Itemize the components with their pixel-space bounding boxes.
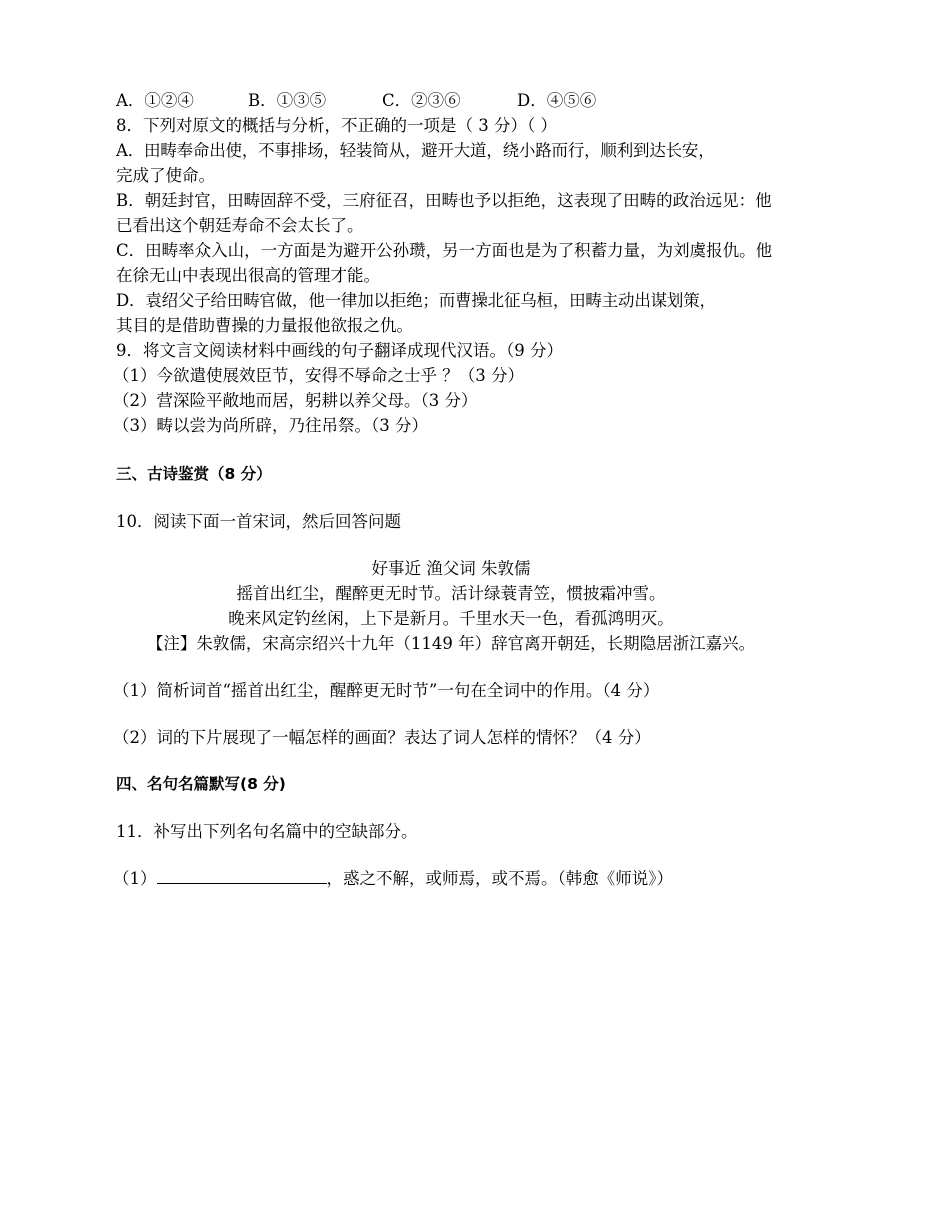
q11-sentence-1 <box>113 866 786 891</box>
q7-options <box>116 88 786 113</box>
q11-sentence-1-number: （1） <box>113 869 157 888</box>
q11-sentence-1-text: ，惑之不解，或师焉，或不焉。（韩愈《师说》） <box>326 869 673 888</box>
q10-sub-2: （2）词的下片展现了一幅怎样的画面？表达了词人怎样的情怀？（4 分） <box>113 728 651 747</box>
exam-page <box>113 88 786 891</box>
q8-option-b: B．朝廷封官，田畴固辞不受，三府征召，田畴也予以拒绝，这表现了田畴的政治远见：他已看出这个朝廷寿命不会太长了。 <box>116 191 772 235</box>
poem-line-2: 晚来风定钓丝闲，上下是新月。千里水天一色，看孤鸿明灭。 <box>228 609 674 628</box>
q8-option-d-line1: D．袁绍父子给田畴官做，他一律加以拒绝；而曹操北征乌桓，田畴主动出谋划策， <box>116 291 716 310</box>
section-3-heading: 三、古诗鉴赏（8 分） <box>116 465 272 483</box>
q8-option-a-line1: A．田畴奉命出使，不事排场，轻装简从，避开大道，绕小路而行，顺利到达长安， <box>116 141 715 160</box>
section-4-heading: 四、名句名篇默写(8 分) <box>116 775 286 793</box>
poem-note: 【注】朱敦儒，宋高宗绍兴十九年（1149 年）辞官离开朝廷，长期隐居浙江嘉兴。 <box>146 634 756 653</box>
q9-sentence-2: （2）营深险平敞地而居，躬耕以养父母。（3 分） <box>113 391 478 410</box>
q8-option-c: C．田畴率众入山，一方面是为避开公孙瓒，另一方面也是为了积蓄力量，为刘虞报仇。他在徐无山中表现出很高的管理才能。 <box>116 241 773 285</box>
q7-option-d: D．④⑤⑥ <box>517 91 597 110</box>
poem-title: 好事近 渔父词 朱敦儒 <box>371 559 531 578</box>
q7-option-b: B．①③⑤ <box>248 91 327 110</box>
q8-option-a-line2: 完成了使命。 <box>116 166 215 185</box>
poem-line-1: 摇首出红尘，醒醉更无时节。活计绿蓑青笠，惯披霜冲雪。 <box>236 584 666 603</box>
q11-stem: 11．补写出下列名句名篇中的空缺部分。 <box>116 822 418 841</box>
fill-in-blank[interactable] <box>157 869 327 884</box>
q10-stem: 10．阅读下面一首宋词，然后回答问题 <box>116 512 401 531</box>
q9-sentence-1: （1）今欲遣使展效臣节，安得不辱命之士乎 ？（3 分） <box>113 366 524 385</box>
q10-sub-1: （1）简析词首“摇首出红尘，醒醉更无时节”一句在全词中的作用。（4 分） <box>113 681 660 700</box>
q8-stem: 8．下列对原文的概括与分析，不正确的一项是（ 3 分）（ ） <box>116 116 557 135</box>
q9-stem: 9．将文言文阅读材料中画线的句子翻译成现代汉语。（9 分） <box>116 341 563 360</box>
q7-option-a: A．①②④ <box>116 91 194 110</box>
q8-option-d-line2: 其目的是借助曹操的力量报他欲报之仇。 <box>116 316 413 335</box>
q7-option-c: C．②③⑥ <box>382 91 461 110</box>
q9-sentence-3: （3）畴以尝为尚所辟，乃往吊祭。（3 分） <box>113 416 428 435</box>
